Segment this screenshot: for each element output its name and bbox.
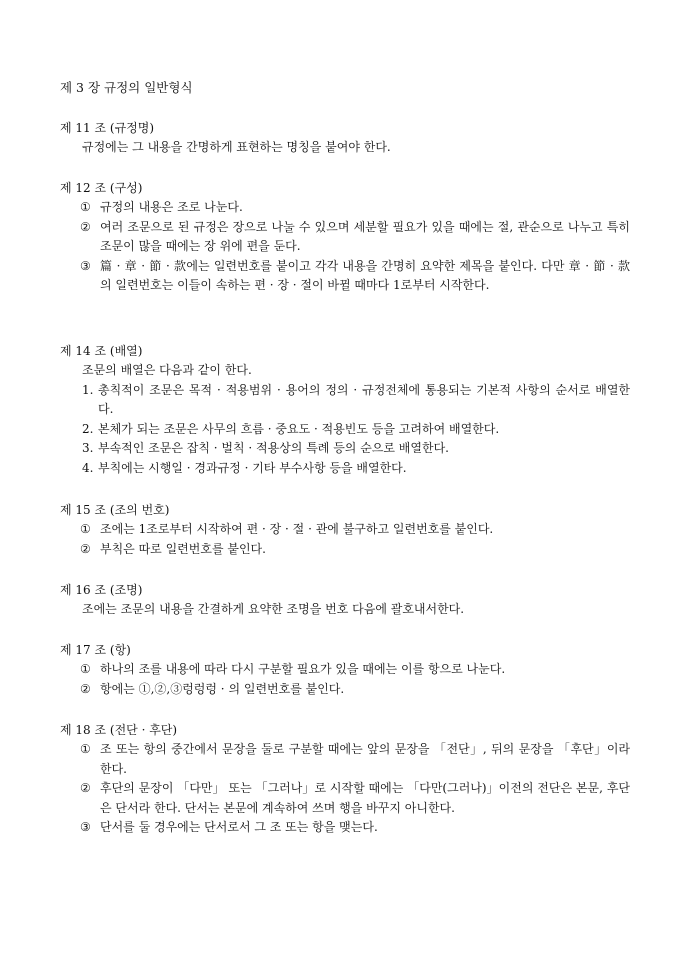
item-text: 조에는 1조로부터 시작하여 편 · 장 · 절 · 관에 불구하고 일련번호를 붙인다. [100,522,494,536]
item-marker: ② [80,219,91,234]
item-marker: ① [80,200,91,214]
item-text: 항에는 ①,②,③렁렁렁 · 의 일련번호를 붙인다. [100,681,345,696]
item-marker: ② [80,541,91,556]
item-marker: ③ [80,820,91,834]
article-item [60,680,630,700]
item-marker: ② [80,781,91,795]
item-marker: 4. [82,460,94,475]
item-marker: ③ [80,258,91,273]
article-title: 제 16 조 (조명) [60,583,143,597]
article-12 [60,178,630,296]
item-text: 하나의 조를 내용에 따라 다시 구분할 필요가 있을 때에는 이를 항으로 나눈다. [100,662,506,676]
item-text: 단서를 둘 경우에는 단서로서 그 조 또는 항을 맺는다. [100,820,378,834]
article-title: 제 14 조 (배열) [60,344,143,358]
numbered-item [60,420,630,440]
numbered-item [60,459,630,479]
article-18 [60,720,630,838]
numbered-item [60,439,630,459]
article-item [60,740,630,779]
item-marker: 2. [82,421,94,436]
item-text: 여러 조문으로 된 규정은 장으로 나눌 수 있으며 세분할 필요가 있을 때에는 절, 관순으로 나누고 특히 조문이 많을 때에는 장 위에 편을 둔다. [100,219,630,253]
article-item [60,540,630,560]
article-item [60,520,630,540]
item-text: 총칙적이 조문은 목적 · 적용범위 · 용어의 정의 · 규정전체에 통용되는 기본적 사항의 순서로 배열한다. [98,382,630,416]
item-text: 본체가 되는 조문은 사무의 흐름 · 중요도 · 적용빈도 등을 고려하여 배열한다. [98,421,500,436]
article-item [60,198,630,218]
article-11 [60,118,630,158]
numbered-item [60,381,630,420]
item-text: 조 또는 항의 중간에서 문장을 둘로 구분할 때에는 앞의 문장을 「전단」, 뒤의 문장을 「후단」이라 한다. [100,742,630,776]
item-text: 규정의 내용은 조로 나눈다. [100,200,243,214]
item-marker: ① [80,522,91,536]
article-16 [60,580,630,620]
article-paragraph: 조에는 조문의 내용을 간결하게 요약한 조명을 번호 다음에 괄호내서한다. [82,602,465,616]
article-17 [60,640,630,699]
chapter-title: 제 3 장 규정의 일반형식 [60,80,193,95]
item-text: 부칙에는 시행일 · 경과규정 · 기타 부수사항 등을 배열한다. [98,460,407,475]
item-text: 후단의 문장이 「다만」 또는 「그러나」로 시작할 때에는 「다만(그러나)」이전의 전단은 본문, 후단은 단서라 한다. 단서는 본문에 계속하여 쓰며 행을 바꾸지 아니한다. [100,781,630,815]
article-title: 제 15 조 (조의 번호) [60,503,170,517]
item-text: 부칙은 따로 일련번호를 붙인다. [100,541,266,556]
article-item [60,218,630,257]
article-title: 제 12 조 (구성) [60,181,143,195]
article-title: 제 11 조 (규정명) [60,121,155,135]
article-item [60,660,630,680]
article-item [60,257,630,296]
article-paragraph: 규정에는 그 내용을 간명하게 표현하는 명칭을 붙여야 한다. [82,140,391,154]
item-text: 篇 · 章 · 節 · 款에는 일련번호를 붙이고 각각 내용을 간명히 요약한 제목을 붙인다. 다만 章 · 節 · 款의 일련번호는 이들이 속하는 편 · 장 · 절이 바뀔 때마다 1로부터 시작한다. [100,258,630,292]
item-marker: ① [80,742,91,756]
article-item [60,779,630,818]
article-title: 제 18 조 (전단 · 후단) [60,723,178,737]
article-14 [60,341,630,478]
article-paragraph: 조문의 배열은 다음과 같이 한다. [82,363,252,377]
article-15 [60,500,630,559]
article-item [60,818,630,838]
item-marker: ① [80,662,91,676]
article-title: 제 17 조 (항) [60,643,131,657]
item-marker: 3. [82,441,94,455]
item-marker: 1. [82,382,94,397]
item-marker: ② [80,681,91,696]
item-text: 부속적인 조문은 잡칙 · 벌칙 · 적용상의 특례 등의 순으로 배열한다. [98,441,449,455]
